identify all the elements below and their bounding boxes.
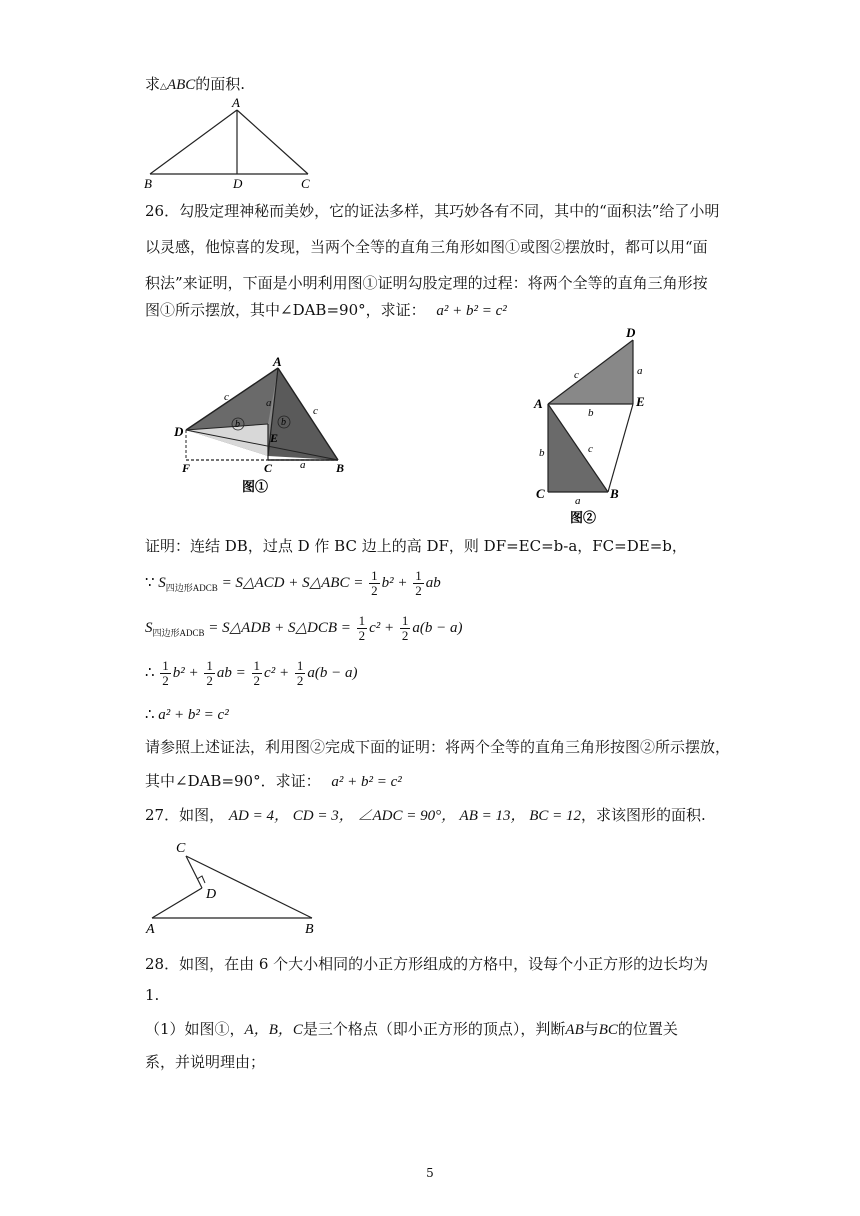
numerator: 1 <box>401 613 409 629</box>
figure-2 <box>530 318 660 528</box>
text: （1）如图①， <box>145 1020 245 1038</box>
area-symbol: S <box>158 575 166 591</box>
text: 求 <box>145 75 161 93</box>
label-a: a <box>266 397 272 409</box>
caption: 图② <box>570 510 597 525</box>
fraction <box>357 614 368 643</box>
triangle-symbol: △ <box>160 82 167 92</box>
task-line1: 请参照上述证法，利用图②完成下面的证明：将两个全等的直角三角形按图②所示摆放， <box>145 738 731 756</box>
denominator: 2 <box>296 673 304 689</box>
label-A: A <box>146 922 155 936</box>
text: 的位置关 <box>617 1020 678 1038</box>
denominator: 2 <box>358 628 366 644</box>
proof-eq3 <box>145 659 357 687</box>
equation-middle: = S△ACD + S△ABC = <box>221 575 364 591</box>
equation: a² + b² = c² <box>331 774 402 790</box>
equation: a² + b² = c² <box>158 707 229 723</box>
equation-term: c² + <box>369 620 395 636</box>
label-D: D <box>233 176 243 191</box>
numerator: 1 <box>162 658 169 674</box>
q27-question <box>145 805 706 826</box>
text: 与 <box>583 1020 599 1038</box>
q28-line1: 28．如图，在由 6 个大小相同的小正方形组成的方格中，设每个小正方形的边长均为 <box>145 955 709 973</box>
fraction <box>160 659 171 688</box>
q28-line2: 1. <box>145 986 160 1004</box>
label-A: A <box>534 396 543 411</box>
denominator: 2 <box>253 673 261 689</box>
label-B: B <box>336 461 345 475</box>
fraction <box>204 659 215 688</box>
numerator: 1 <box>253 658 261 674</box>
q28-sub1-line1 <box>145 1019 678 1040</box>
label-b: b <box>588 407 594 419</box>
label-b: b <box>281 417 286 428</box>
proof-line1: 证明：连结 DB，过点 D 作 BC 边上的高 DF，则 DF=EC=b-a，FC=DE=b， <box>145 537 687 555</box>
q28-sub1-line2: 系，并说明理由； <box>145 1053 266 1071</box>
text: 图①所示摆放，其中∠DAB=90°，求证： <box>145 301 426 319</box>
numerator: 1 <box>206 658 213 674</box>
proof-eq1 <box>145 569 441 597</box>
proof-eq2 <box>145 614 463 642</box>
denominator: 2 <box>162 673 169 689</box>
equation-term: b² + <box>172 665 199 681</box>
figure-q25-triangle <box>140 96 330 192</box>
label-C: C <box>176 841 186 856</box>
label-c: c <box>588 443 593 455</box>
label-c: c <box>224 391 229 403</box>
conditions: AD = 4， CD = 3， ∠ADC = 90°， AB = 13， BC = 12 <box>228 808 582 824</box>
label-E: E <box>270 431 279 445</box>
denominator: 2 <box>401 628 409 644</box>
q26-line4 <box>145 300 507 321</box>
segment: BC <box>598 1022 618 1038</box>
fraction <box>295 659 306 688</box>
label-a: a <box>637 365 643 377</box>
numerator: 1 <box>358 613 366 629</box>
label-c: c <box>313 405 318 417</box>
triangle-name: ABC <box>166 77 196 93</box>
subscript: 四边形ADCB <box>165 583 218 593</box>
denominator: 2 <box>415 583 422 599</box>
q25-question-tail <box>145 74 245 97</box>
label-B: B <box>305 922 314 936</box>
label-a: a <box>300 459 306 471</box>
fraction <box>252 659 263 688</box>
fraction <box>369 569 380 598</box>
area-symbol: S <box>145 620 153 636</box>
equation-term: c² + <box>264 665 290 681</box>
label-B: B <box>610 486 619 501</box>
denominator: 2 <box>371 583 378 599</box>
denominator: 2 <box>206 673 213 689</box>
label-D: D <box>174 424 184 439</box>
label-A: A <box>232 96 240 110</box>
therefore-symbol: ∴ <box>145 665 155 681</box>
figure-1 <box>170 350 360 500</box>
text: 的面积. <box>195 75 246 93</box>
label-c: c <box>574 369 579 381</box>
label-a: a <box>575 495 581 507</box>
page-number: 5 <box>426 1166 434 1180</box>
equation-term: a(b − a) <box>412 620 463 636</box>
equation-term: a(b − a) <box>307 665 358 681</box>
equation-middle: = S△ADB + S△DCB = <box>208 620 351 636</box>
points: A，B，C <box>244 1022 303 1038</box>
label-E: E <box>636 394 645 409</box>
because-symbol: ∵ <box>145 575 155 591</box>
q26-line2: 以灵感，他惊喜的发现，当两个全等的直角三角形如图①或图②摆放时，都可以用“面 <box>145 238 708 256</box>
equation-term: ab = <box>216 665 246 681</box>
label-D: D <box>626 325 636 340</box>
figure-q27 <box>140 836 330 936</box>
equation: a² + b² = c² <box>436 303 507 319</box>
label-D: D <box>206 887 217 902</box>
numerator: 1 <box>371 568 378 584</box>
equation-term: ab <box>425 575 441 591</box>
text: 是三个格点（即小正方形的顶点），判断 <box>302 1020 566 1038</box>
label-B: B <box>144 176 152 191</box>
caption: 图① <box>242 479 269 494</box>
segment: AB <box>565 1022 584 1038</box>
fraction <box>413 569 424 598</box>
subscript: 四边形ADCB <box>152 628 205 638</box>
label-A: A <box>273 354 282 369</box>
equation-term: b² + <box>381 575 408 591</box>
text: 27．如图， <box>145 806 225 824</box>
label-F: F <box>182 461 191 475</box>
text: ，求该图形的面积. <box>581 806 706 824</box>
label-b: b <box>235 419 240 430</box>
q26-line1: 26．勾股定理神秘而美妙，它的证法多样，其巧妙各有不同，其中的“面积法”给了小明 <box>145 202 720 220</box>
numerator: 1 <box>296 658 304 674</box>
fraction <box>400 614 411 643</box>
therefore-symbol: ∴ <box>145 707 155 723</box>
label-C: C <box>264 461 273 475</box>
label-b: b <box>539 447 545 459</box>
numerator: 1 <box>415 568 422 584</box>
proof-eq4 <box>145 705 229 725</box>
task-line2 <box>145 771 402 792</box>
q26-line3: 积法”来证明，下面是小明利用图①证明勾股定理的过程：将两个全等的直角三角形按 <box>145 274 708 292</box>
label-C: C <box>301 176 310 191</box>
label-C: C <box>536 486 545 501</box>
text: 其中∠DAB=90°．求证： <box>145 772 321 790</box>
